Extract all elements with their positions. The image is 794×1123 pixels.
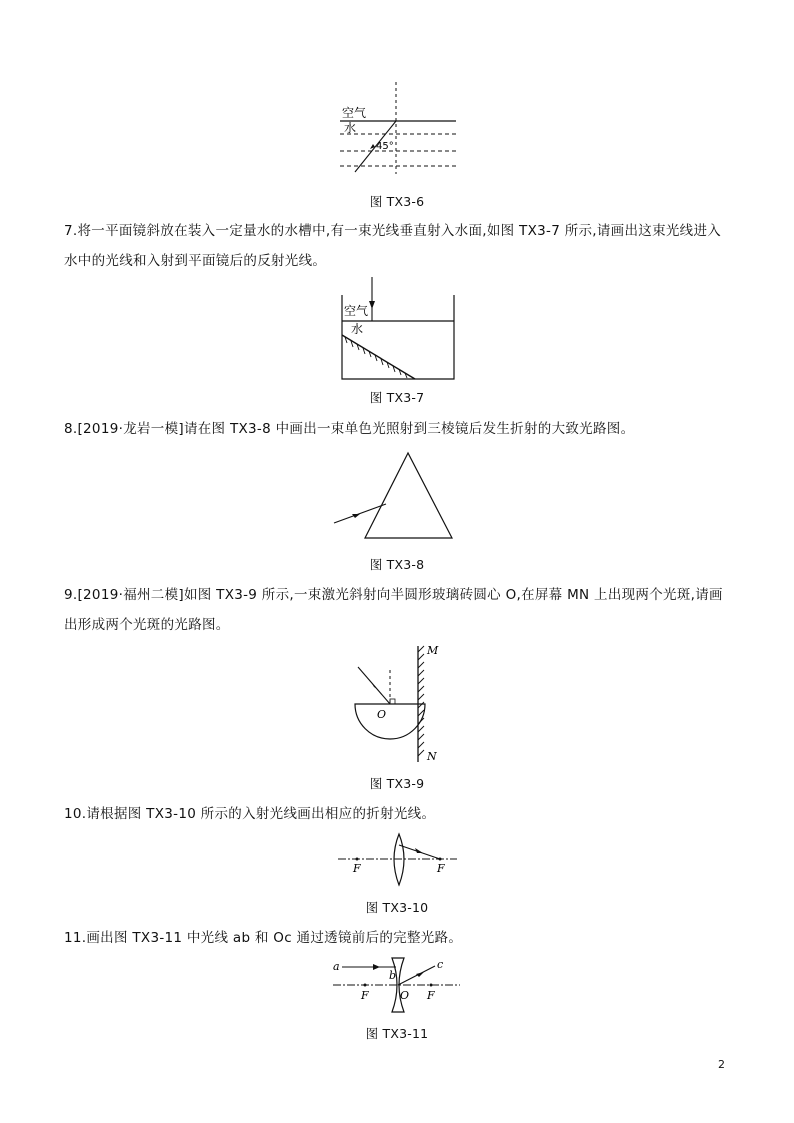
question-11: 11.画出图 TX3-11 中光线 ab 和 Oc 通过透镜前后的完整光路。 (64, 930, 463, 946)
figure-caption: 图 TX3-8 (369, 557, 425, 572)
focus-left (364, 984, 367, 987)
label-o: O (377, 708, 387, 721)
water-label: 水 (351, 322, 364, 336)
label-n: N (427, 750, 437, 763)
label-a: a (333, 960, 340, 973)
label-f-right: F (437, 862, 445, 875)
right-angle-mark (390, 699, 395, 704)
question-8: 8.[2019·龙岩一模]请在图 TX3-8 中画出一束单色光照射到三棱镜后发生折射的大致光路图。 (64, 421, 635, 437)
label-f-left: F (353, 862, 361, 875)
figure-caption: 图 TX3-10 (365, 900, 429, 915)
figure-caption: 图 TX3-9 (369, 776, 425, 791)
incident-ray (334, 504, 386, 523)
focus-right (430, 984, 433, 987)
prism (365, 453, 452, 538)
question-10: 10.请根据图 TX3-10 所示的入射光线画出相应的折射光线。 (64, 806, 436, 822)
label-b: b (389, 969, 397, 982)
figure-caption: 图 TX3-7 (369, 390, 425, 405)
screen-hatching (418, 646, 424, 756)
plane-mirror (342, 335, 415, 379)
label-c: c (437, 958, 444, 971)
air-label: 空气 (342, 106, 367, 120)
label-f-right: F (427, 989, 435, 1002)
air-label: 空气 (344, 304, 369, 318)
water-label: 水 (344, 121, 357, 135)
label-f-left: F (361, 989, 369, 1002)
figure-tx3-8 (330, 450, 470, 545)
figure-tx3-7 (335, 275, 460, 385)
question-9: 9.[2019·福州二模]如图 TX3-9 所示,一束激光斜射向半圆形玻璃砖圆心 O,在屏幕 MN 上出现两个光斑,请画出形成两个光斑的光路图。 (64, 587, 723, 633)
figure-caption: 图 TX3-6 (369, 194, 425, 209)
ray-arrow (369, 301, 375, 309)
figure-tx3-10 (335, 832, 460, 890)
ray-oc-arrow (416, 972, 424, 977)
page-number: 2 (718, 1058, 725, 1071)
figure-tx3-11 (330, 955, 465, 1015)
figure-tx3-9 (345, 640, 445, 770)
ray-oc (398, 966, 435, 985)
figure-caption: 图 TX3-11 (365, 1026, 429, 1041)
figure-tx3-6 (330, 80, 460, 180)
angle-label: 45° (376, 141, 394, 152)
label-m: M (427, 644, 439, 657)
ray-arrow (415, 848, 423, 853)
question-7: 7.将一平面镜斜放在装入一定量水的水槽中,有一束光线垂直射入水面,如图 TX3-7 所示,请画出这束光线进入水中的光线和入射到平面镜后的反射光线。 (64, 223, 722, 269)
semicircle-glass (355, 704, 425, 739)
focus-left (356, 858, 359, 861)
label-o: O (400, 989, 410, 1002)
ray-ab-arrow (373, 964, 380, 970)
